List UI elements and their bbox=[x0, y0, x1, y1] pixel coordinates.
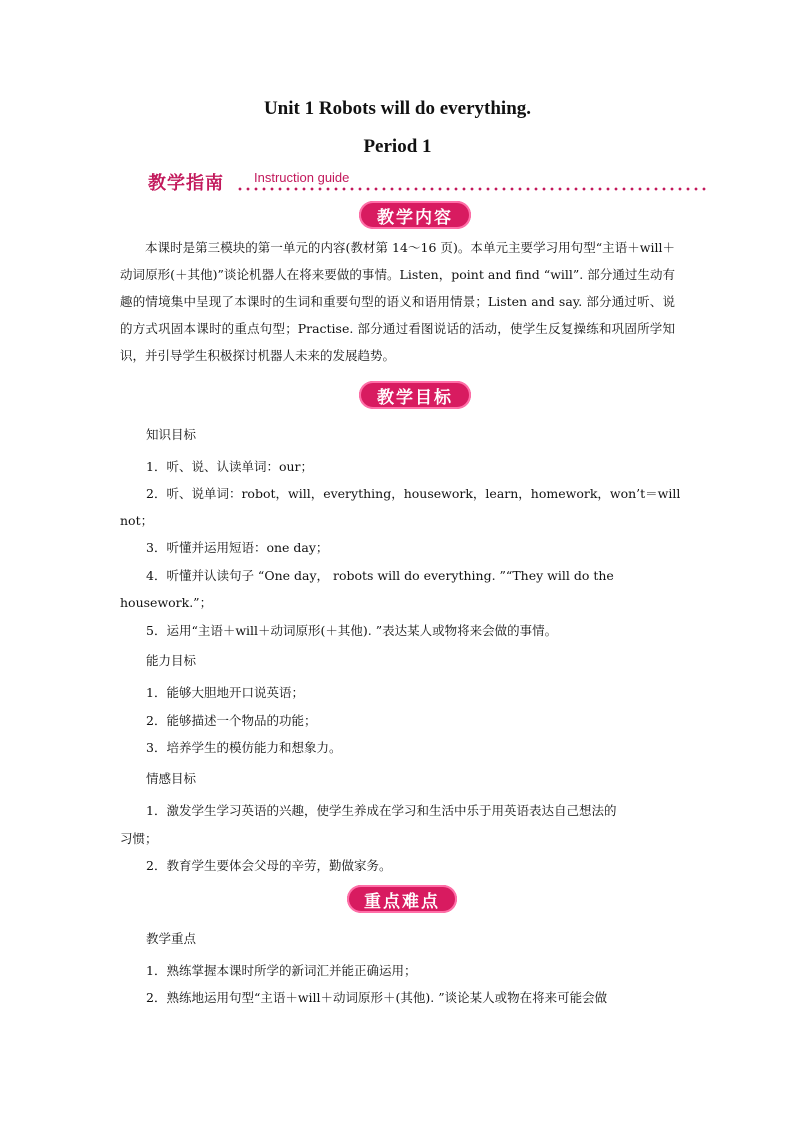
key-point-item: 2．熟练地运用句型“主语＋will＋动词原形＋(其他). ”谈论某人或物在将来可能会做 bbox=[146, 990, 608, 1005]
dotted-divider bbox=[236, 187, 706, 191]
ability-item: 1．能够大胆地开口说英语； bbox=[146, 685, 304, 700]
key-point-item: 1．熟练掌握本课时所学的新词汇并能正确运用； bbox=[146, 963, 417, 978]
guide-title-cn: 教学指南 bbox=[148, 173, 224, 194]
knowledge-item: 2．听、说单词：robot，will，everything，housework，learn，homework，won’t＝will bbox=[146, 486, 681, 501]
knowledge-heading: 知识目标 bbox=[146, 427, 197, 442]
knowledge-item: 5．运用“主语＋will＋动词原形(＋其他). ”表达某人或物将来会做的事情。 bbox=[146, 623, 558, 638]
section-badge-goals: 教学目标 bbox=[359, 381, 471, 409]
knowledge-item-cont: not； bbox=[120, 513, 154, 528]
emotion-item: 1．激发学生学习英语的兴趣，使学生养成在学习和生活中乐于用英语表达自己想法的 bbox=[146, 803, 617, 818]
emotion-item: 2．教育学生要体会父母的辛劳，勤做家务。 bbox=[146, 858, 392, 873]
knowledge-item-cont: housework.”； bbox=[120, 595, 213, 610]
content-paragraph: 本课时是第三模块的第一单元的内容(教材第 14～16 页)。本单元主要学习用句型“主语＋will＋动词原形(＋其他)”谈论机器人在将来要做的事情。Listen，point and find “will”. 部分通过生动有趣的情境集中呈现了本课时的生词和重要句型的语义和语用情景；Listen and say. 部分通过听、说的方式巩固本课时的重点句型；Practise. 部分通过看图说话的活动，使学生反复操练和巩固所学知识，并引导学生积极探讨机器人未来的发展趋势。 bbox=[120, 240, 675, 363]
emotion-item-cont: 习惯； bbox=[120, 831, 158, 846]
section-badge-key: 重点难点 bbox=[347, 885, 457, 913]
knowledge-item: 4．听懂并认读句子 “One day， robots will do everything. ”“They will do the bbox=[146, 568, 614, 583]
guide-title-en: Instruction guide bbox=[254, 170, 350, 185]
instruction-guide-header bbox=[148, 169, 708, 193]
unit-title: Unit 1 Robots will do everything. bbox=[263, 98, 532, 119]
knowledge-item: 3．听懂并运用短语：one day； bbox=[146, 540, 329, 555]
key-points-heading: 教学重点 bbox=[146, 931, 197, 946]
knowledge-item: 1．听、说、认读单词：our； bbox=[146, 459, 314, 474]
section-badge-content: 教学内容 bbox=[359, 201, 471, 229]
period-title: Period 1 bbox=[363, 136, 432, 157]
ability-heading: 能力目标 bbox=[146, 653, 197, 668]
ability-item: 3．培养学生的模仿能力和想象力。 bbox=[146, 740, 342, 755]
emotion-heading: 情感目标 bbox=[146, 771, 197, 786]
ability-item: 2．能够描述一个物品的功能； bbox=[146, 713, 317, 728]
